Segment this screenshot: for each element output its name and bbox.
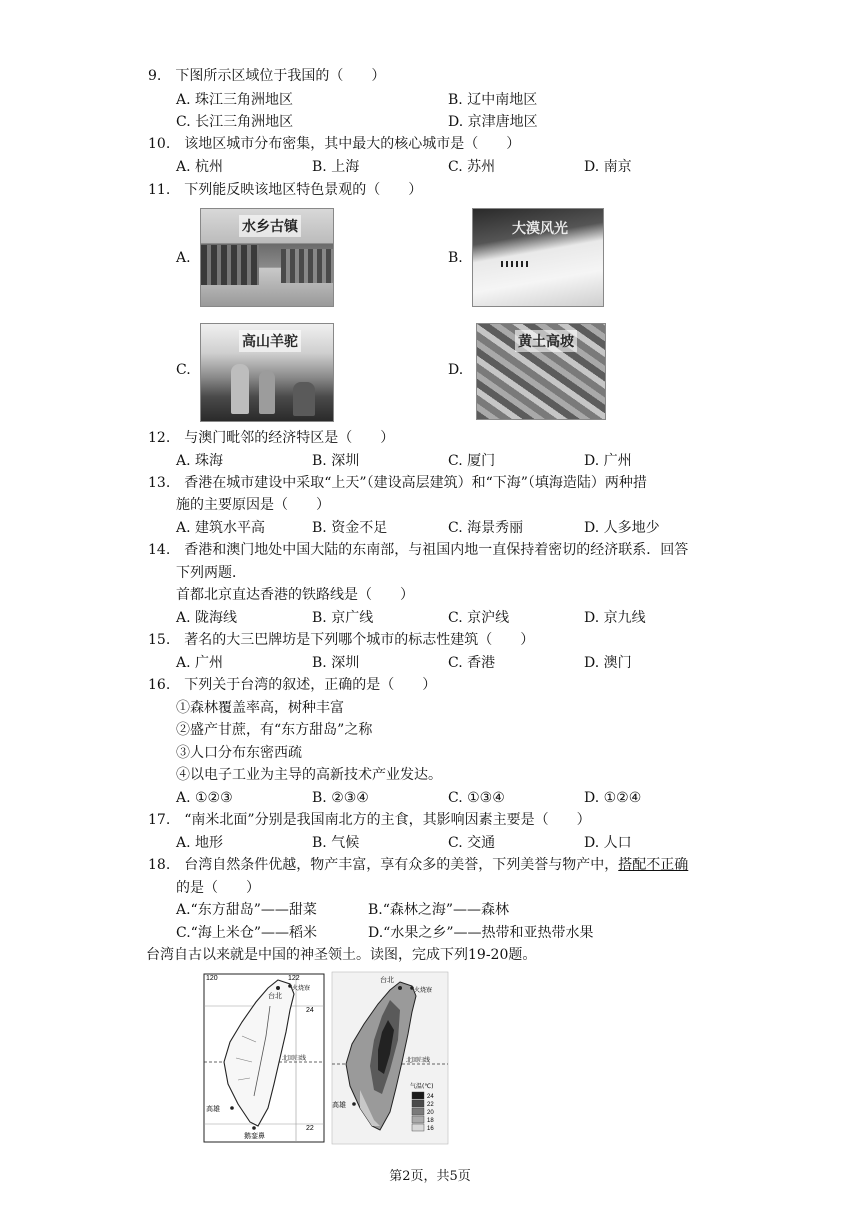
q14-stem-line2: 下列两题． xyxy=(176,565,246,581)
taiwan-temperature-map xyxy=(330,970,450,1146)
q12-stem: 12. 与澳门毗邻的经济特区是（ ） xyxy=(148,430,395,446)
q13-option-d[interactable]: D. 人多地少 xyxy=(584,520,660,536)
kaohsiung-marker xyxy=(230,1106,234,1110)
kaohsiung-label-right: 高雄 xyxy=(332,1101,346,1109)
water-town-photo xyxy=(200,208,334,307)
q14-stem-line1: 14. 香港和澳门地处中国大陆的东南部，与祖国内地一直保持着密切的经济联系．回答 xyxy=(148,542,689,558)
q18-option-a[interactable]: A.“东方甜岛”——甜菜 xyxy=(176,902,317,918)
q16-option-b[interactable]: B. ②③④ xyxy=(312,790,369,806)
q13-option-c[interactable]: C. 海景秀丽 xyxy=(448,520,524,536)
q11-option-a[interactable]: A. xyxy=(176,250,191,266)
q18-option-c[interactable]: C.“海上米仓”——稻米 xyxy=(176,925,317,941)
q15-option-a[interactable]: A. 广州 xyxy=(176,655,224,671)
q11-option-c[interactable]: C. xyxy=(176,362,191,378)
taipei-marker xyxy=(276,986,280,990)
q18-stem-underlined: 搭配不正确 xyxy=(618,857,689,873)
q14-option-a[interactable]: A. 陇海线 xyxy=(176,610,238,626)
q18-option-b[interactable]: B.“森林之海”——森林 xyxy=(368,902,510,918)
q16-stem: 16. 下列关于台湾的叙述，正确的是（ ） xyxy=(148,677,437,693)
eluanbi-marker xyxy=(252,1126,256,1130)
tropic-label-right: 北回归线 xyxy=(406,1057,431,1064)
q18-stem-line2: 的是（ ） xyxy=(176,880,260,896)
q10-option-b[interactable]: B. 上海 xyxy=(312,159,360,175)
intro-text: 台湾自古以来就是中国的神圣领土。读图，完成下列19-20题。 xyxy=(146,947,537,963)
legend-label: 24 xyxy=(427,1094,434,1100)
tropic-label-left: 北回归线 xyxy=(282,1055,307,1062)
q9-option-d[interactable]: D. 京津唐地区 xyxy=(448,114,538,130)
desert-photo xyxy=(472,208,604,307)
q17-option-b[interactable]: B. 气候 xyxy=(312,835,360,851)
q11-option-d[interactable]: D. xyxy=(448,362,464,378)
q16-statement-3: ③人口分布东密西疏 xyxy=(176,745,302,761)
q16-option-c[interactable]: C. ①③④ xyxy=(448,790,505,806)
img-b-caption: 大漠风光 xyxy=(512,221,568,237)
taipei-label: 台北 xyxy=(268,992,282,1000)
q17-stem: 17. “南米北面”分别是我国南北方的主食，其影响因素主要是（ ） xyxy=(148,812,591,828)
q10-option-d[interactable]: D. 南京 xyxy=(584,159,632,175)
q12-option-c[interactable]: C. 厦门 xyxy=(448,453,496,469)
q18-option-d[interactable]: D.“水果之乡”——热带和亚热带水果 xyxy=(368,925,594,941)
taiwan-topographic-map xyxy=(200,966,328,1146)
legend-swatch xyxy=(412,1100,424,1107)
q10-option-a[interactable]: A. 杭州 xyxy=(176,159,224,175)
q18-stem-text: 18. 台湾自然条件优越，物产丰富，享有众多的美誉，下列美誉与物产中， xyxy=(148,857,619,873)
q14-option-b[interactable]: B. 京广线 xyxy=(312,610,374,626)
q13-stem-line1: 13. 香港在城市建设中采取“上天”（建设高层建筑）和“下海”（填海造陆）两种措 xyxy=(148,475,647,491)
q13-option-a[interactable]: A. 建筑水平高 xyxy=(176,520,266,536)
legend-label: 18 xyxy=(427,1118,434,1124)
q18-stem-line1 xyxy=(148,855,688,875)
q11-stem: 11. 下列能反映该地区特色景观的（ ） xyxy=(148,182,423,198)
q16-option-d[interactable]: D. ①②④ xyxy=(584,790,642,806)
legend-swatch xyxy=(412,1092,424,1099)
q15-option-b[interactable]: B. 深圳 xyxy=(312,655,360,671)
img-d-caption: 黄土高坡 xyxy=(515,330,577,352)
kaohsiung-label: 高雄 xyxy=(206,1105,220,1113)
q9-option-a[interactable]: A. 珠江三角洲地区 xyxy=(176,92,294,108)
q17-option-c[interactable]: C. 交通 xyxy=(448,835,496,851)
huoshao-label-right: 火烧寮 xyxy=(414,987,433,994)
q12-option-a[interactable]: A. 珠海 xyxy=(176,453,224,469)
lon-120-label: 120 xyxy=(206,975,218,982)
q13-stem-line2: 施的主要原因是（ ） xyxy=(176,497,330,513)
legend-swatch xyxy=(412,1108,424,1115)
huoshao-label: 火烧寮 xyxy=(292,985,311,992)
q9-stem: 9. 下图所示区域位于我国的（ ） xyxy=(148,68,386,84)
lat-24-label: 24 xyxy=(306,1007,314,1014)
q9-option-c[interactable]: C. 长江三角洲地区 xyxy=(176,114,294,130)
q15-option-d[interactable]: D. 澳门 xyxy=(584,655,632,671)
q16-statement-4: ④以电子工业为主导的高新技术产业发达。 xyxy=(176,767,442,783)
temperature-legend xyxy=(412,1092,434,1132)
legend-label: 16 xyxy=(427,1126,434,1132)
taipei-marker-right xyxy=(398,986,402,990)
q14-option-d[interactable]: D. 京九线 xyxy=(584,610,646,626)
q14-option-c[interactable]: C. 京沪线 xyxy=(448,610,510,626)
q12-option-d[interactable]: D. 广州 xyxy=(584,453,632,469)
q14-stem-line3: 首都北京直达香港的铁路线是（ ） xyxy=(176,587,414,603)
img-a-caption: 水乡古镇 xyxy=(239,215,301,237)
q15-option-c[interactable]: C. 香港 xyxy=(448,655,496,671)
q16-option-a[interactable]: A. ①②③ xyxy=(176,790,233,806)
q16-statement-2: ②盛产甘蔗，有“东方甜岛”之称 xyxy=(176,722,373,738)
page-footer: 第2页，共5页 xyxy=(389,1169,471,1184)
q10-stem: 10. 该地区城市分布密集，其中最大的核心城市是（ ） xyxy=(148,136,521,152)
legend-label: 22 xyxy=(427,1102,434,1108)
q17-option-a[interactable]: A. 地形 xyxy=(176,835,224,851)
lon-122-label: 122 xyxy=(288,975,300,982)
q17-option-d[interactable]: D. 人口 xyxy=(584,835,632,851)
q11-option-b[interactable]: B. xyxy=(448,250,463,266)
legend-swatch xyxy=(412,1116,424,1123)
q12-option-b[interactable]: B. 深圳 xyxy=(312,453,360,469)
img-c-caption: 高山羊驼 xyxy=(239,330,301,352)
loess-plateau-photo xyxy=(476,323,606,420)
taipei-label-right: 台北 xyxy=(380,976,394,984)
q15-stem: 15. 著名的大三巴牌坊是下列哪个城市的标志性建筑（ ） xyxy=(148,632,535,648)
q9-option-b[interactable]: B. 辽中南地区 xyxy=(448,92,538,108)
eluanbi-label: 鹅銮鼻 xyxy=(244,1132,265,1140)
lat-22-label: 22 xyxy=(306,1125,314,1132)
kaohsiung-marker-right xyxy=(352,1102,356,1106)
q13-option-b[interactable]: B. 资金不足 xyxy=(312,520,388,536)
legend-title: 气温(℃) xyxy=(410,1083,434,1090)
legend-label: 20 xyxy=(427,1110,434,1116)
q10-option-c[interactable]: C. 苏州 xyxy=(448,159,496,175)
q16-statement-1: ①森林覆盖率高，树种丰富 xyxy=(176,700,344,716)
legend-swatch xyxy=(412,1124,424,1131)
alpaca-photo xyxy=(200,323,334,422)
